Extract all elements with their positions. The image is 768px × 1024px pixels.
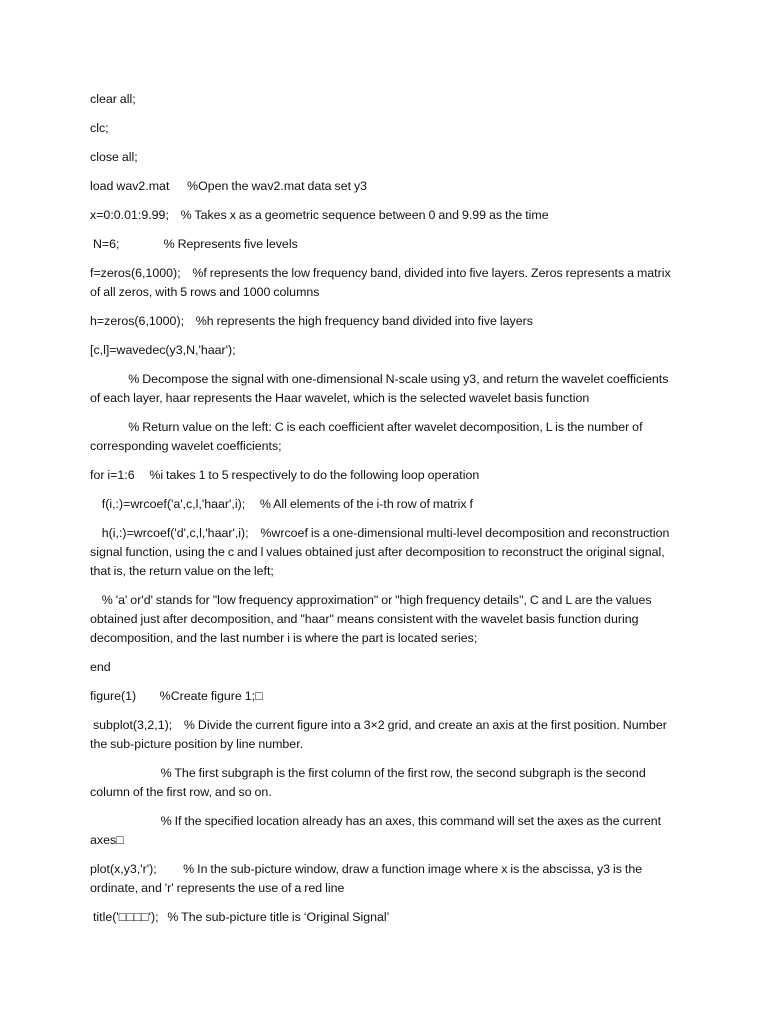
document-body [90,90,680,937]
code-line: end [90,660,111,674]
comment-paragraph: % If the specified location already has an axes, this command will set the axes as the current axes□ [90,814,665,847]
code-line: load wav2.mat %Open the wav2.mat data set y3 [90,179,368,193]
code-line: h=zeros(6,1000); %h represents the high frequency band divided into five layers [90,314,533,328]
comment-paragraph: % The first subgraph is the first column of the first row, the second subgraph is the second column of the first row, and so on. [90,766,649,799]
comment-paragraph: % 'a' or'd' stands for "low frequency approximation" or "high frequency details", C and L are the values obtained just after decomposition, and "haar" means consistent with the wavelet basis function during decomposition, and the last number i is where the part is located series; [90,593,661,645]
code-line: subplot(3,2,1); % Divide the current figure into a 3×2 grid, and create an axis at the first position. Number the sub-picture position by line number. [90,718,670,751]
code-line: title('□□□□'); % The sub-picture title is ‘Original Signal’ [90,910,390,924]
code-line: x=0:0.01:9.99; % Takes x as a geometric sequence between 0 and 9.99 as the time [90,208,549,222]
code-line: clear all; [90,92,136,106]
code-line: clc; [90,121,109,135]
code-line: N=6; % Represents five levels [90,237,298,251]
comment-paragraph: % Return value on the left: C is each coefficient after wavelet decomposition, L is the number of corresponding wavelet coefficients; [90,420,646,453]
code-line: figure(1) %Create figure 1;□ [90,689,263,703]
comment-paragraph: % Decompose the signal with one-dimensional N-scale using y3, and return the wavelet coefficients of each layer, haar represents the Haar wavelet, which is the selected wavelet basis function [90,372,672,405]
code-line: h(i,:)=wrcoef('d',c,l,'haar',i); %wrcoef is a one-dimensional multi-level decomposition and reconstruction signal function, using the c and l values obtained just after decomposition to reconstruct the original signal, that is, the return value on the left; [90,526,673,578]
code-line: f=zeros(6,1000); %f represents the low frequency band, divided into five layers. Zeros represents a matrix of all zeros, with 5 rows and 1000 columns [90,266,674,299]
code-line: f(i,:)=wrcoef('a',c,l,'haar',i); % All elements of the i-th row of matrix f [90,497,473,511]
code-line: plot(x,y3,'r'); % In the sub-picture window, draw a function image where x is the abscissa, y3 is the ordinate, and 'r' represents the use of a red line [90,862,646,895]
code-line: close all; [90,150,138,164]
code-line: [c,l]=wavedec(y3,N,'haar'); [90,343,236,357]
code-line: for i=1:6 %i takes 1 to 5 respectively to do the following loop operation [90,468,480,482]
